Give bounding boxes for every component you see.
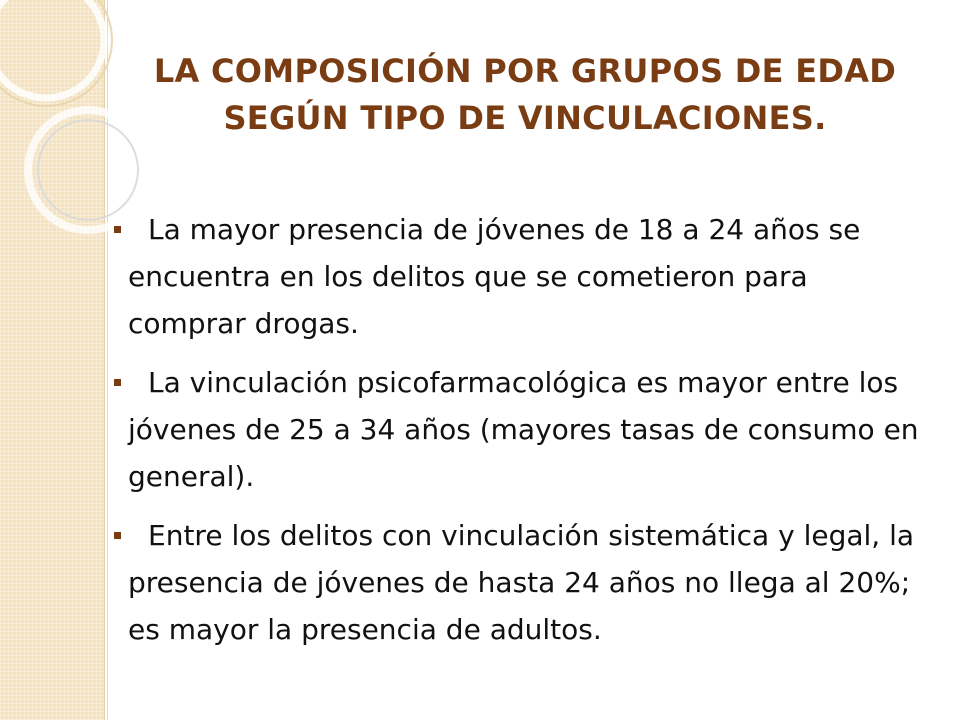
square-bullet-icon (114, 532, 121, 539)
bullet-text: La mayor presencia de jóvenes de 18 a 24 años se encuentra en los delitos que se cometieron para comprar drogas. (128, 213, 861, 340)
bullet-item (128, 359, 920, 500)
bullet-item (128, 206, 920, 347)
bullet-text: Entre los delitos con vinculación sistemática y legal, la presencia de jóvenes de hasta 24 años no llega al 20%; es mayor la presencia de adultos. (128, 519, 915, 646)
square-bullet-icon (114, 226, 121, 233)
bullet-text: La vinculación psicofarmacológica es mayor entre los jóvenes de 25 a 34 años (mayores tasas de consumo en general). (128, 366, 919, 493)
slide-title: LA COMPOSICIÓN POR GRUPOS DE EDAD SEGÚN TIPO DE VINCULACIONES. (153, 52, 897, 137)
bullet-list (128, 206, 920, 665)
square-bullet-icon (114, 379, 121, 386)
bullet-item (128, 512, 920, 653)
decorative-circles (0, 0, 140, 240)
